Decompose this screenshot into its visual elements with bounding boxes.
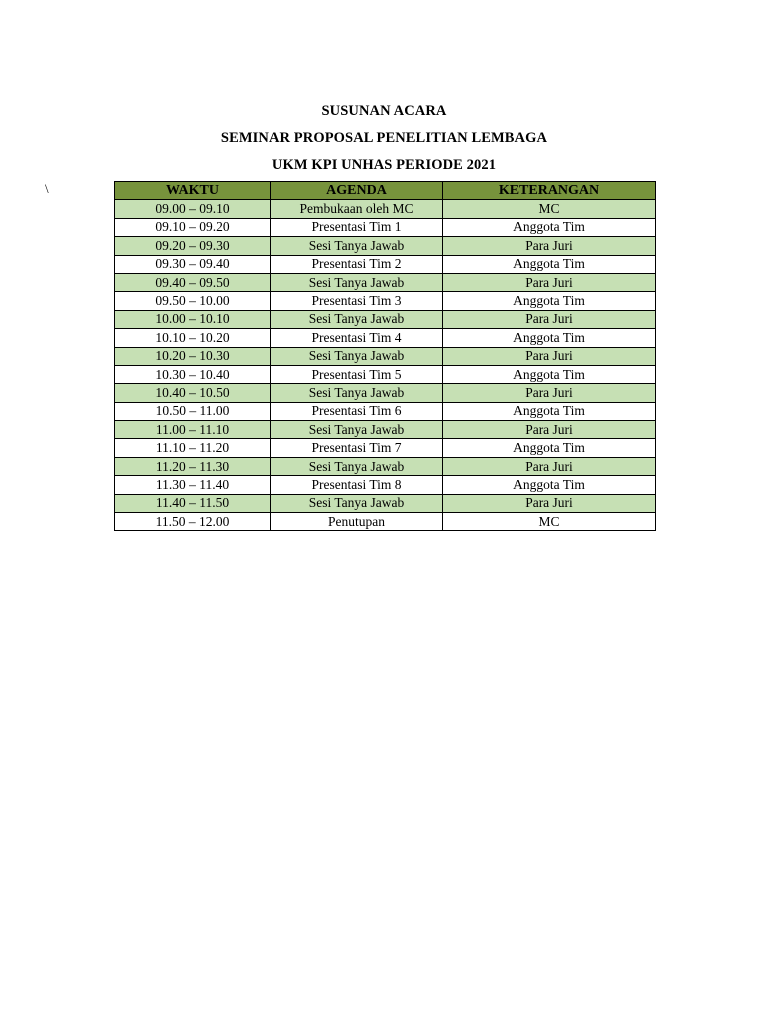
cell-waktu: 11.10 – 11.20 [115, 439, 271, 457]
cell-keterangan: MC [443, 513, 656, 531]
cell-keterangan: Anggota Tim [443, 329, 656, 347]
cell-waktu: 11.00 – 11.10 [115, 421, 271, 439]
cell-keterangan: Para Juri [443, 494, 656, 512]
table-row [115, 292, 656, 310]
schedule-table [114, 181, 656, 531]
schedule-table-body [115, 200, 656, 531]
table-row [115, 237, 656, 255]
table-row [115, 476, 656, 494]
cell-keterangan: Anggota Tim [443, 255, 656, 273]
table-row [115, 218, 656, 236]
cell-waktu: 11.30 – 11.40 [115, 476, 271, 494]
cell-agenda: Presentasi Tim 5 [271, 365, 443, 383]
cell-waktu: 09.40 – 09.50 [115, 273, 271, 291]
cell-waktu: 10.10 – 10.20 [115, 329, 271, 347]
cell-agenda: Presentasi Tim 3 [271, 292, 443, 310]
cell-waktu: 10.00 – 10.10 [115, 310, 271, 328]
schedule-table-header [115, 182, 656, 200]
cell-agenda: Sesi Tanya Jawab [271, 273, 443, 291]
cell-keterangan: Anggota Tim [443, 218, 656, 236]
cell-waktu: 09.30 – 09.40 [115, 255, 271, 273]
cell-keterangan: Para Juri [443, 384, 656, 402]
cell-keterangan: Para Juri [443, 273, 656, 291]
header-keterangan: KETERANGAN [443, 182, 656, 200]
header-row [115, 182, 656, 200]
cell-keterangan: MC [443, 200, 656, 218]
cell-agenda: Sesi Tanya Jawab [271, 457, 443, 475]
cell-agenda: Presentasi Tim 6 [271, 402, 443, 420]
table-row [115, 347, 656, 365]
cell-waktu: 10.30 – 10.40 [115, 365, 271, 383]
stray-backslash-mark: \ [45, 181, 49, 196]
cell-agenda: Pembukaan oleh MC [271, 200, 443, 218]
document-title-block [0, 98, 768, 179]
table-row [115, 513, 656, 531]
table-row [115, 200, 656, 218]
cell-waktu: 10.40 – 10.50 [115, 384, 271, 402]
cell-keterangan: Para Juri [443, 421, 656, 439]
cell-waktu: 09.20 – 09.30 [115, 237, 271, 255]
cell-waktu: 11.50 – 12.00 [115, 513, 271, 531]
table-row [115, 255, 656, 273]
cell-waktu: 09.00 – 09.10 [115, 200, 271, 218]
cell-waktu: 10.20 – 10.30 [115, 347, 271, 365]
cell-waktu: 11.40 – 11.50 [115, 494, 271, 512]
cell-agenda: Presentasi Tim 4 [271, 329, 443, 347]
cell-agenda: Sesi Tanya Jawab [271, 421, 443, 439]
cell-waktu: 11.20 – 11.30 [115, 457, 271, 475]
cell-keterangan: Anggota Tim [443, 292, 656, 310]
title-line-2: SEMINAR PROPOSAL PENELITIAN LEMBAGA [220, 130, 548, 146]
title-line-1: SUSUNAN ACARA [321, 103, 447, 119]
table-row [115, 273, 656, 291]
cell-keterangan: Anggota Tim [443, 365, 656, 383]
cell-agenda: Sesi Tanya Jawab [271, 494, 443, 512]
cell-agenda: Penutupan [271, 513, 443, 531]
table-row [115, 402, 656, 420]
cell-keterangan: Anggota Tim [443, 402, 656, 420]
cell-agenda: Sesi Tanya Jawab [271, 310, 443, 328]
cell-agenda: Sesi Tanya Jawab [271, 384, 443, 402]
cell-keterangan: Para Juri [443, 457, 656, 475]
cell-keterangan: Para Juri [443, 310, 656, 328]
table-row [115, 457, 656, 475]
table-row [115, 384, 656, 402]
table-row [115, 494, 656, 512]
cell-waktu: 10.50 – 11.00 [115, 402, 271, 420]
table-row [115, 439, 656, 457]
cell-agenda: Presentasi Tim 7 [271, 439, 443, 457]
table-row [115, 329, 656, 347]
cell-agenda: Sesi Tanya Jawab [271, 237, 443, 255]
cell-keterangan: Para Juri [443, 237, 656, 255]
cell-agenda: Sesi Tanya Jawab [271, 347, 443, 365]
cell-keterangan: Anggota Tim [443, 439, 656, 457]
cell-keterangan: Para Juri [443, 347, 656, 365]
header-agenda: AGENDA [271, 182, 443, 200]
cell-waktu: 09.50 – 10.00 [115, 292, 271, 310]
cell-waktu: 09.10 – 09.20 [115, 218, 271, 236]
header-waktu: WAKTU [115, 182, 271, 200]
cell-agenda: Presentasi Tim 1 [271, 218, 443, 236]
cell-agenda: Presentasi Tim 2 [271, 255, 443, 273]
title-line-3: UKM KPI UNHAS PERIODE 2021 [271, 157, 497, 173]
table-row [115, 421, 656, 439]
cell-keterangan: Anggota Tim [443, 476, 656, 494]
table-row [115, 310, 656, 328]
cell-agenda: Presentasi Tim 8 [271, 476, 443, 494]
table-row [115, 365, 656, 383]
